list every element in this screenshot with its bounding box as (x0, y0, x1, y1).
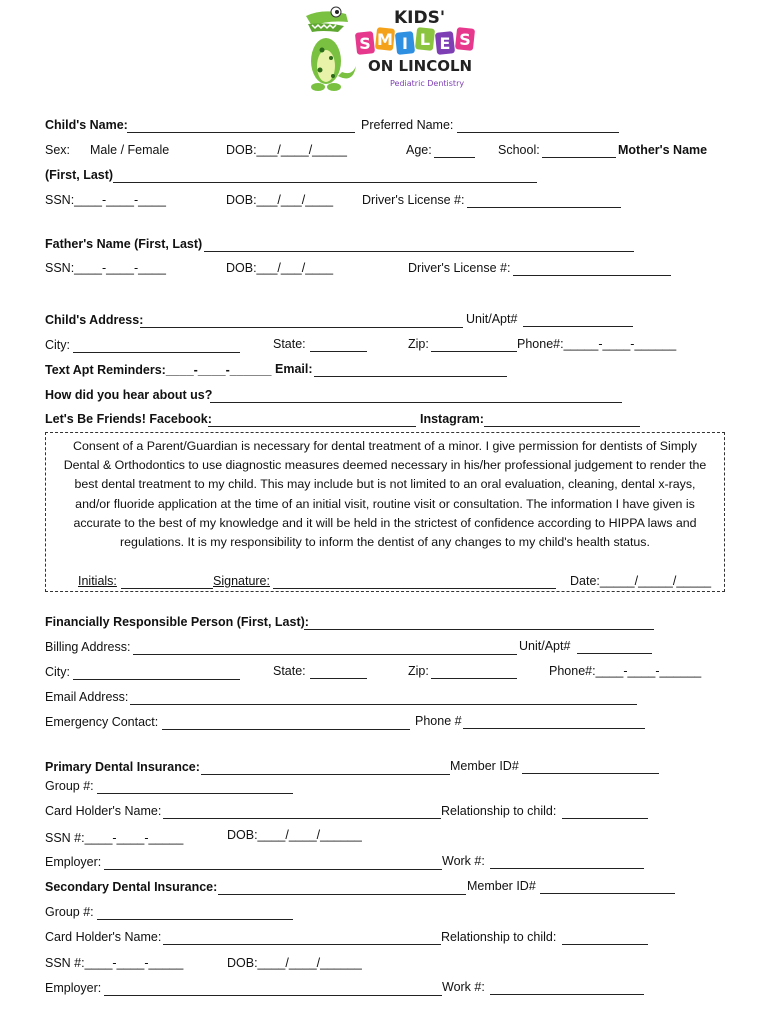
primary-insurance-label: Primary Dental Insurance: (45, 760, 200, 774)
logo-letter-tile (435, 31, 455, 55)
logo-letter: S (359, 34, 371, 53)
childs-name-label: Child's Name: (45, 118, 128, 132)
primary-work-label: Work #: (442, 854, 485, 868)
secondary-work-label: Work #: (442, 980, 485, 994)
age-label: Age: (406, 143, 432, 157)
primary-relationship-field[interactable] (562, 804, 648, 819)
secondary-ssn-field[interactable]: SSN #:____-____-_____ (45, 956, 184, 970)
child-dob-field[interactable]: DOB:___/____/_____ (226, 143, 347, 157)
primary-employer-field[interactable] (104, 855, 442, 870)
logo-letter: S (459, 30, 471, 49)
consent-line: best dental treatment to my child. This may include but is not limited to an oral evaluation, cleaning, dental x-rays, (74, 477, 696, 492)
sex-label: Sex: (45, 143, 71, 157)
secondary-member-id-field[interactable] (540, 879, 675, 894)
logo-letter: M (377, 30, 393, 49)
secondary-dob-field[interactable]: DOB:____/____/______ (227, 956, 362, 970)
address-zip-field[interactable] (431, 337, 517, 352)
instagram-field[interactable] (484, 412, 640, 427)
sex-options[interactable]: Male / Female (90, 143, 170, 157)
address-city-field[interactable] (73, 338, 240, 353)
billing-state-field[interactable] (310, 664, 367, 679)
school-field[interactable] (542, 143, 616, 158)
mother-ssn-field[interactable]: SSN:____-____-____ (45, 193, 166, 207)
logo-letter: E (439, 34, 451, 53)
primary-group-field[interactable] (97, 779, 293, 794)
address-city-label: City: (45, 338, 70, 352)
signature-field[interactable] (273, 574, 556, 589)
financially-responsible-label: Financially Responsible Person (First, Last): (45, 615, 309, 629)
logo-letter-tile (375, 27, 395, 51)
emergency-contact-label: Emergency Contact: (45, 715, 159, 729)
billing-state-label: State: (273, 664, 306, 678)
logo-letter-tile (455, 27, 475, 51)
primary-relationship-label: Relationship to child: (441, 804, 557, 818)
secondary-relationship-label: Relationship to child: (441, 930, 557, 944)
secondary-relationship-field[interactable] (562, 930, 648, 945)
childs-name-field[interactable] (127, 118, 355, 133)
secondary-insurance-field[interactable] (218, 880, 466, 895)
father-license-label: Driver's License #: (408, 261, 511, 275)
address-unit-label: Unit/Apt# (466, 312, 518, 326)
secondary-card-holder-label: Card Holder's Name: (45, 930, 162, 944)
fathers-name-label: Father's Name (First, Last) (45, 237, 203, 251)
secondary-employer-field[interactable] (104, 981, 442, 996)
billing-phone-field[interactable]: Phone#:____-____-______ (549, 664, 702, 678)
address-phone-field[interactable]: Phone#:_____-____-______ (517, 337, 677, 351)
secondary-work-field[interactable] (490, 980, 644, 995)
father-license-field[interactable] (513, 261, 671, 276)
mother-dob-field[interactable]: DOB:___/___/____ (226, 193, 334, 207)
email-field[interactable] (314, 362, 507, 377)
primary-insurance-field[interactable] (201, 760, 450, 775)
facebook-field[interactable] (208, 412, 416, 427)
primary-ssn-field[interactable]: SSN #:____-____-_____ (45, 831, 184, 845)
signature-label: Signature: (213, 574, 270, 588)
logo-letter: L (419, 30, 431, 49)
logo-smiles-letters (355, 27, 475, 55)
mother-license-label: Driver's License #: (362, 193, 465, 207)
secondary-group-label: Group #: (45, 905, 94, 919)
primary-work-field[interactable] (490, 854, 644, 869)
preferred-name-label: Preferred Name: (361, 118, 454, 132)
school-label: School: (498, 143, 540, 157)
mothers-name-label: Mother's Name (618, 143, 708, 157)
primary-member-id-label: Member ID# (450, 759, 519, 773)
secondary-employer-label: Employer: (45, 981, 102, 995)
primary-member-id-field[interactable] (522, 759, 659, 774)
mother-license-field[interactable] (467, 193, 621, 208)
preferred-name-field[interactable] (457, 118, 619, 133)
primary-dob-field[interactable]: DOB:____/____/______ (227, 828, 362, 842)
primary-employer-label: Employer: (45, 855, 102, 869)
primary-card-holder-field[interactable] (163, 804, 441, 819)
email-label: Email: (275, 362, 313, 376)
address-zip-label: Zip: (408, 337, 429, 351)
initials-label: Initials: (78, 574, 117, 588)
mother-first-last-label: (First, Last) (45, 168, 114, 182)
logo-letter-tile (395, 31, 415, 55)
hear-about-us-field[interactable] (210, 388, 622, 403)
consent-line: and/or fluoride application at the time of an initial visit, routine visit or consultation. The information I have given is (75, 496, 695, 511)
billing-address-label: Billing Address: (45, 640, 131, 654)
secondary-member-id-label: Member ID# (467, 879, 536, 893)
alligator-mascot-icon (306, 7, 356, 91)
emergency-phone-label: Phone # (415, 714, 462, 728)
secondary-insurance-label: Secondary Dental Insurance: (45, 880, 218, 894)
secondary-group-field[interactable] (97, 905, 293, 920)
billing-zip-label: Zip: (408, 664, 429, 678)
billing-city-label: City: (45, 665, 70, 679)
instagram-label: Instagram: (420, 412, 484, 426)
consent-text (48, 437, 722, 552)
childs-address-field[interactable] (140, 313, 463, 328)
logo-kids-text: KIDS' (394, 8, 446, 28)
billing-zip-field[interactable] (431, 664, 517, 679)
logo-letter-tile (415, 27, 435, 51)
initials-field[interactable] (121, 574, 213, 589)
consent-line: Dental & Orthodontics to use diagnostic measures deemed necessary in his/her professional judgement to render the (63, 458, 707, 473)
father-dob-field[interactable]: DOB:___/___/____ (226, 261, 334, 275)
primary-card-holder-label: Card Holder's Name: (45, 804, 162, 818)
text-reminders-field[interactable]: Text Apt Reminders:____-____-______ (45, 363, 272, 377)
emergency-phone-field[interactable] (463, 714, 645, 729)
age-field[interactable] (434, 143, 475, 158)
consent-date-field[interactable]: Date:_____/_____/_____ (570, 574, 712, 588)
address-unit-field[interactable] (523, 312, 633, 327)
billing-address-field[interactable] (133, 640, 517, 655)
kids-smiles-logo (298, 6, 488, 96)
childs-address-label: Child's Address: (45, 313, 144, 327)
billing-city-field[interactable] (73, 665, 240, 680)
secondary-card-holder-field[interactable] (163, 930, 441, 945)
father-ssn-field[interactable]: SSN:____-____-____ (45, 261, 166, 275)
address-state-label: State: (273, 337, 306, 351)
consent-line: accurate to the best of my knowledge and it will be held in the strictest of confidence according to HIPPA laws and (73, 515, 697, 530)
emergency-contact-field[interactable] (162, 715, 410, 730)
facebook-label: Let's Be Friends! Facebook: (45, 412, 212, 426)
primary-group-label: Group #: (45, 779, 94, 793)
fathers-name-field[interactable] (204, 237, 634, 252)
logo-subtitle: Pediatric Dentistry (390, 79, 465, 88)
logo-on-lincoln-text: ON LINCOLN (368, 57, 473, 75)
email-address-field[interactable] (130, 690, 637, 705)
email-address-label: Email Address: (45, 690, 129, 704)
consent-line: regulations. It is my responsibility to inform the dentist of any changes to my child's health status. (120, 535, 650, 550)
billing-unit-field[interactable] (577, 639, 652, 654)
hear-about-us-label: How did you hear about us? (45, 388, 213, 402)
billing-unit-label: Unit/Apt# (519, 639, 571, 653)
consent-line: Consent of a Parent/Guardian is necessary for dental treatment of a minor. I give permission for dentists of Simply (73, 439, 697, 453)
financially-responsible-field[interactable] (304, 615, 654, 630)
mothers-name-field[interactable] (113, 168, 537, 183)
address-state-field[interactable] (310, 337, 367, 352)
logo-letter: I (402, 34, 408, 53)
logo-letter-tile (355, 31, 375, 55)
